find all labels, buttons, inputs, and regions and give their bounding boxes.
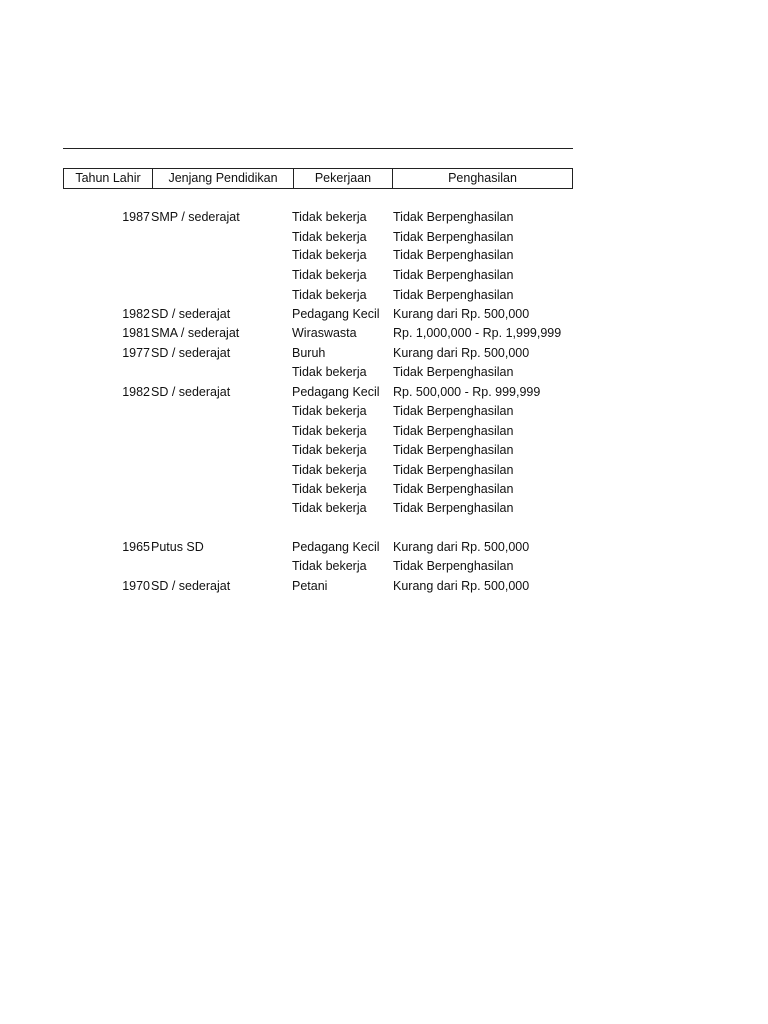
- cell-income: Tidak Berpenghasilan: [393, 210, 514, 224]
- table-row: [0, 499, 768, 518]
- cell-year: 1965: [122, 540, 150, 554]
- cell-job: Tidak bekerja: [292, 210, 367, 224]
- cell-education: SD / sederajat: [151, 307, 231, 321]
- table-row: [0, 557, 768, 576]
- cell-income: Kurang dari Rp. 500,000: [393, 540, 530, 554]
- cell-year: 1970: [122, 579, 150, 593]
- table-row: [0, 363, 768, 382]
- cell-year: 1982: [122, 385, 150, 399]
- cell-job: Tidak bekerja: [292, 288, 367, 302]
- table-row: [0, 286, 768, 305]
- cell-job: Tidak bekerja: [292, 463, 367, 477]
- cell-income: Tidak Berpenghasilan: [393, 559, 514, 573]
- cell-income: Tidak Berpenghasilan: [393, 230, 514, 244]
- cell-job: Tidak bekerja: [292, 501, 367, 515]
- table-row: [0, 461, 768, 480]
- table-row: [0, 441, 768, 460]
- cell-job: Pedagang Kecil: [292, 307, 380, 321]
- cell-job: Pedagang Kecil: [292, 540, 380, 554]
- table-row: [0, 422, 768, 441]
- cell-income: Rp. 1,000,000 - Rp. 1,999,999: [393, 326, 562, 340]
- cell-income: Rp. 500,000 - Rp. 999,999: [393, 385, 541, 399]
- cell-income: Tidak Berpenghasilan: [393, 404, 514, 418]
- cell-year: 1981: [122, 326, 150, 340]
- cell-income: Tidak Berpenghasilan: [393, 443, 514, 457]
- cell-income: Tidak Berpenghasilan: [393, 424, 514, 438]
- cell-job: Tidak bekerja: [292, 559, 367, 573]
- cell-income: Kurang dari Rp. 500,000: [393, 307, 530, 321]
- cell-job: Tidak bekerja: [292, 268, 367, 282]
- cell-income: Kurang dari Rp. 500,000: [393, 579, 530, 593]
- cell-education: SMP / sederajat: [151, 210, 240, 224]
- cell-education: SD / sederajat: [151, 346, 231, 360]
- cell-job: Wiraswasta: [292, 326, 357, 340]
- cell-income: Kurang dari Rp. 500,000: [393, 346, 530, 360]
- table-row: [0, 383, 768, 402]
- cell-education: Putus SD: [151, 540, 204, 554]
- table-row: [0, 208, 768, 227]
- cell-income: Tidak Berpenghasilan: [393, 365, 514, 379]
- cell-job: Tidak bekerja: [292, 482, 367, 496]
- cell-year: 1982: [122, 307, 150, 321]
- cell-education: SMA / sederajat: [151, 326, 240, 340]
- cell-income: Tidak Berpenghasilan: [393, 501, 514, 515]
- cell-job: Tidak bekerja: [292, 443, 367, 457]
- cell-income: Tidak Berpenghasilan: [393, 288, 514, 302]
- cell-job: Buruh: [292, 346, 326, 360]
- cell-income: Tidak Berpenghasilan: [393, 248, 514, 262]
- cell-year: 1977: [122, 346, 150, 360]
- table-row: [0, 480, 768, 499]
- cell-job: Tidak bekerja: [292, 365, 367, 379]
- table-row: [0, 246, 768, 265]
- table-row: [0, 305, 768, 324]
- cell-education: SD / sederajat: [151, 385, 231, 399]
- cell-job: Petani: [292, 579, 328, 593]
- table-row: [0, 228, 768, 247]
- cell-income: Tidak Berpenghasilan: [393, 482, 514, 496]
- table-row: [0, 577, 768, 596]
- cell-income: Tidak Berpenghasilan: [393, 268, 514, 282]
- cell-job: Pedagang Kecil: [292, 385, 380, 399]
- cell-job: Tidak bekerja: [292, 404, 367, 418]
- table-row: [0, 538, 768, 557]
- header-tahun-lahir: Tahun Lahir: [75, 171, 141, 185]
- table-row: [0, 344, 768, 363]
- cell-job: Tidak bekerja: [292, 424, 367, 438]
- header-pekerjaan: Pekerjaan: [293, 169, 392, 188]
- header-jenjang-pendidikan: Jenjang Pendidikan: [152, 169, 293, 188]
- cell-education: SD / sederajat: [151, 579, 231, 593]
- cell-year: 1987: [122, 210, 150, 224]
- table-row: [0, 324, 768, 343]
- cell-job: Tidak bekerja: [292, 248, 367, 262]
- cell-income: Tidak Berpenghasilan: [393, 463, 514, 477]
- header-penghasilan: Penghasilan: [392, 169, 572, 188]
- table-row: [0, 266, 768, 285]
- table-row: [0, 402, 768, 421]
- cell-job: Tidak bekerja: [292, 230, 367, 244]
